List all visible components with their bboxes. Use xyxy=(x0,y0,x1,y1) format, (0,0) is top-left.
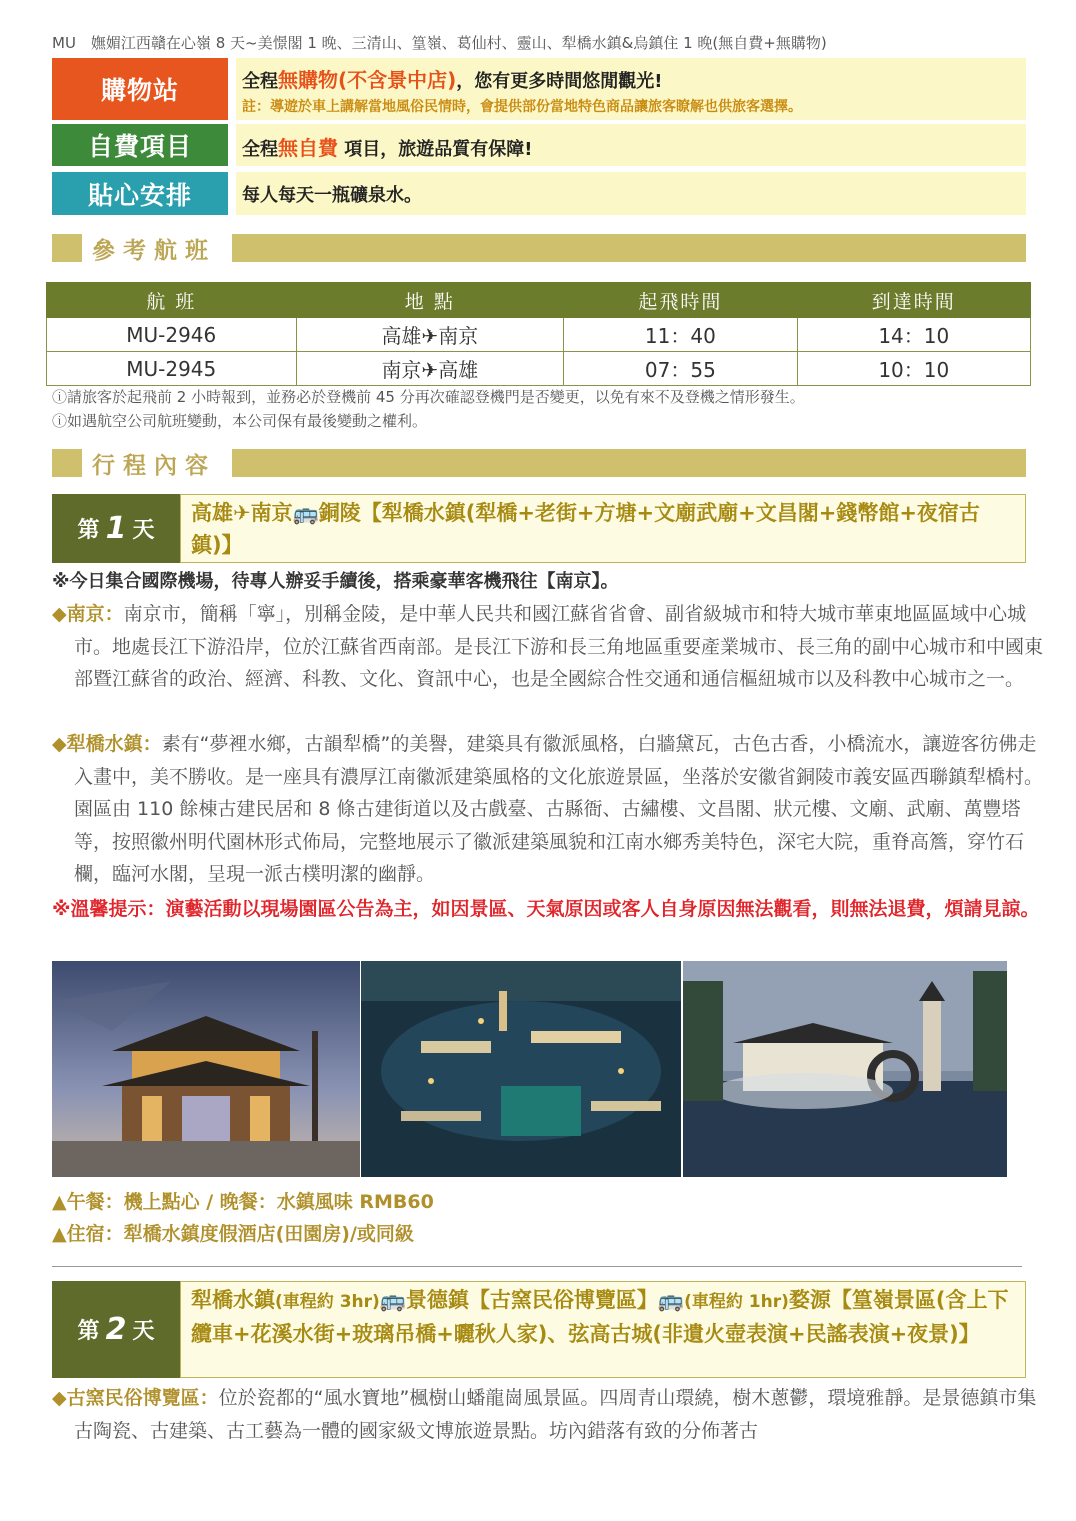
diamond-bullet-icon: ◆ xyxy=(52,1387,67,1409)
flight-note-1 xyxy=(52,386,805,407)
day1-badge-num: 1 xyxy=(105,511,127,546)
care-label: 貼心安排 xyxy=(52,172,228,215)
photo-gate-night xyxy=(52,961,360,1177)
optional-info xyxy=(236,124,1026,166)
day1-intro: ※今日集合國際機場，待專人辦妥手續後，搭乘豪華客機飛往【南京】。 xyxy=(52,571,619,592)
nanjing-keyword: 南京： xyxy=(66,603,124,625)
photo-aerial-night xyxy=(361,961,681,1177)
day2-title-box xyxy=(180,1281,1026,1378)
day2-badge-pre: 第 xyxy=(77,1319,100,1344)
shopping-post: ，您有更多時間悠閒觀光! xyxy=(456,71,663,92)
liqiao-desc: 素有“夢裡水鄉，古韻犁橋”的美譽，建築具有徽派風格，白牆黛瓦，古色古香，小橋流水，讓遊客彷佛走入畫中，美不勝收。是一座具有濃厚江南徽派建築風格的文化旅遊景區，坐落於安徽省銅陵市義安區西聯鎮犁橋村。園區由 110 餘棟古建民居和 8 條古建街道以及古戲臺、古縣衙、古繡樓、文昌閣、狀元樓、文廟、武廟、萬豐塔等，按照徽州明代園林形式佈局，完整地展示了徽派建築風貌和江南水鄉秀美特色，深宅大院，重脊高簷，穿竹石欄，臨河水閣，呈現一派古樸明潔的幽靜。 xyxy=(74,733,1044,885)
flight-note-2 xyxy=(52,410,427,431)
th-arrive: 到達時間 xyxy=(797,283,1030,318)
shopping-pre: 全程 xyxy=(242,71,278,92)
photo-bridge-pagoda xyxy=(683,961,1007,1177)
nanjing-desc: 南京市，簡稱「寧」，別稱金陵，是中華人民共和國江蘇省省會、副省級城市和特大城市華東地區區域中心城市。地處長江下游沿岸，位於江蘇省西南部。是長江下游和長三角地區重要產業城市、長三角的副中心城市和中國東部暨江蘇省的政治、經濟、科教、文化、資訊中心，也是全國綜合性交通和通信樞紐城市以及科教中心城市之一。 xyxy=(74,603,1044,690)
table-row xyxy=(47,318,1031,352)
diamond-bullet-icon: ◆ xyxy=(52,733,67,755)
flight-table xyxy=(46,282,1031,386)
kiln-desc: 位於瓷都的“風水寶地”楓樹山蟠龍崗風景區。四周青山環繞，樹木蔥鬱，環境雅靜。是景德鎮市集古陶瓷、古建築、古工藝為一體的國家級文博旅遊景點。坊內錯落有致的分佈著古 xyxy=(74,1387,1037,1442)
cell-flight: MU-2946 xyxy=(47,318,297,352)
day1-nanjing xyxy=(52,598,1050,696)
day1-hotel: ▲住宿：犁橋水鎮度假酒店(田園房)/或同級 xyxy=(52,1223,414,1245)
day1-title: 高雄✈南京🚌銅陵【犁橋水鎮(犁橋+老街+方塘+文廟武廟+文昌閣+錢幣館+夜宿古鎮)】 xyxy=(191,501,980,557)
day1-meal: ▲午餐：機上點心 / 晚餐：水鎮風味 RMB60 xyxy=(52,1191,434,1213)
day1-title-box xyxy=(180,494,1026,563)
day1-badge-pre: 第 xyxy=(77,518,100,543)
diamond-bullet-icon: ◆ xyxy=(52,603,67,625)
day2-title-part1: 犁橋水鎮 xyxy=(191,1288,275,1312)
kiln-keyword: 古窯民俗博覽區： xyxy=(66,1387,219,1409)
shopping-highlight: 無購物(不含景中店) xyxy=(278,68,457,92)
cell-flight: MU-2945 xyxy=(47,352,297,386)
day2-kiln xyxy=(52,1382,1050,1447)
optional-highlight: 無自費 xyxy=(278,136,338,160)
cell-location: 高雄✈南京 xyxy=(296,318,564,352)
divider xyxy=(52,1266,1022,1267)
table-row xyxy=(47,352,1031,386)
info-icon: ⓘ xyxy=(52,388,68,406)
day2-title xyxy=(191,1284,1015,1350)
shopping-label: 購物站 xyxy=(52,58,228,120)
cell-depart: 11：40 xyxy=(564,318,797,352)
flight-note-1-text: 請旅客於起飛前 2 小時報到，並務必於登機前 45 分再次確認登機門是否變更，以免有來不及登機之情形發生。 xyxy=(67,388,805,406)
optional-label: 自費項目 xyxy=(52,124,228,166)
optional-pre: 全程 xyxy=(242,139,278,160)
optional-post: 項目，旅遊品質有保障! xyxy=(338,139,533,160)
info-icon: ⓘ xyxy=(52,412,68,430)
day2-badge-num: 2 xyxy=(105,1312,127,1347)
th-depart: 起飛時間 xyxy=(564,283,797,318)
cell-arrive: 14：10 xyxy=(797,318,1030,352)
flight-table-header xyxy=(47,283,1031,318)
day1-liqiao xyxy=(52,728,1050,891)
th-location: 地 點 xyxy=(296,283,564,318)
flight-note-2-text: 如遇航空公司航班變動，本公司保有最後變動之權利。 xyxy=(67,412,428,430)
cell-depart: 07：55 xyxy=(564,352,797,386)
day2-title-part1-note: (車程約 3hr) xyxy=(275,1292,380,1312)
care-info xyxy=(236,172,1026,215)
day1-warning: ※溫馨提示：演藝活動以現場園區公告為主，如因景區、天氣原因或客人自身原因無法觀看，則無法退費，煩請見諒。 xyxy=(52,898,1040,920)
day2-title-part3: 婺源【篁嶺景區(含上下纜車+花溪水街+玻璃吊橋+曬秋人家)、弦高古城(非遺火壺表演+民謠表演+夜景)】 xyxy=(191,1288,1009,1346)
shopping-note: 註：導遊於車上講解當地風俗民情時，會提供部份當地特色商品讓旅客瞭解也供旅客選擇。 xyxy=(242,99,802,115)
document-header: MU 嫵媚江西贛在心嶺 8 天~美憬閣 1 晚、三清山、篁嶺、葛仙村、靈山、犁橋水鎮&烏鎮住 1 晚(無自費+無購物) xyxy=(52,34,827,52)
shopping-info xyxy=(236,58,1026,120)
day1-badge-post: 天 xyxy=(132,518,155,543)
cell-location: 南京✈高雄 xyxy=(296,352,564,386)
day2-badge-post: 天 xyxy=(132,1319,155,1344)
day2-title-part2-note: (車程約 1hr) xyxy=(684,1292,789,1312)
liqiao-keyword: 犁橋水鎮： xyxy=(66,733,162,755)
day2-badge xyxy=(52,1281,180,1378)
section-title-itinerary: 行程內容 xyxy=(82,448,232,478)
day2-title-part2: 🚌景德鎮【古窯民俗博覽區】🚌 xyxy=(379,1288,685,1312)
section-title-flights: 參考航班 xyxy=(82,233,232,263)
day1-badge xyxy=(52,494,180,563)
care-text: 每人每天一瓶礦泉水。 xyxy=(242,185,422,206)
th-flight: 航 班 xyxy=(47,283,297,318)
cell-arrive: 10：10 xyxy=(797,352,1030,386)
